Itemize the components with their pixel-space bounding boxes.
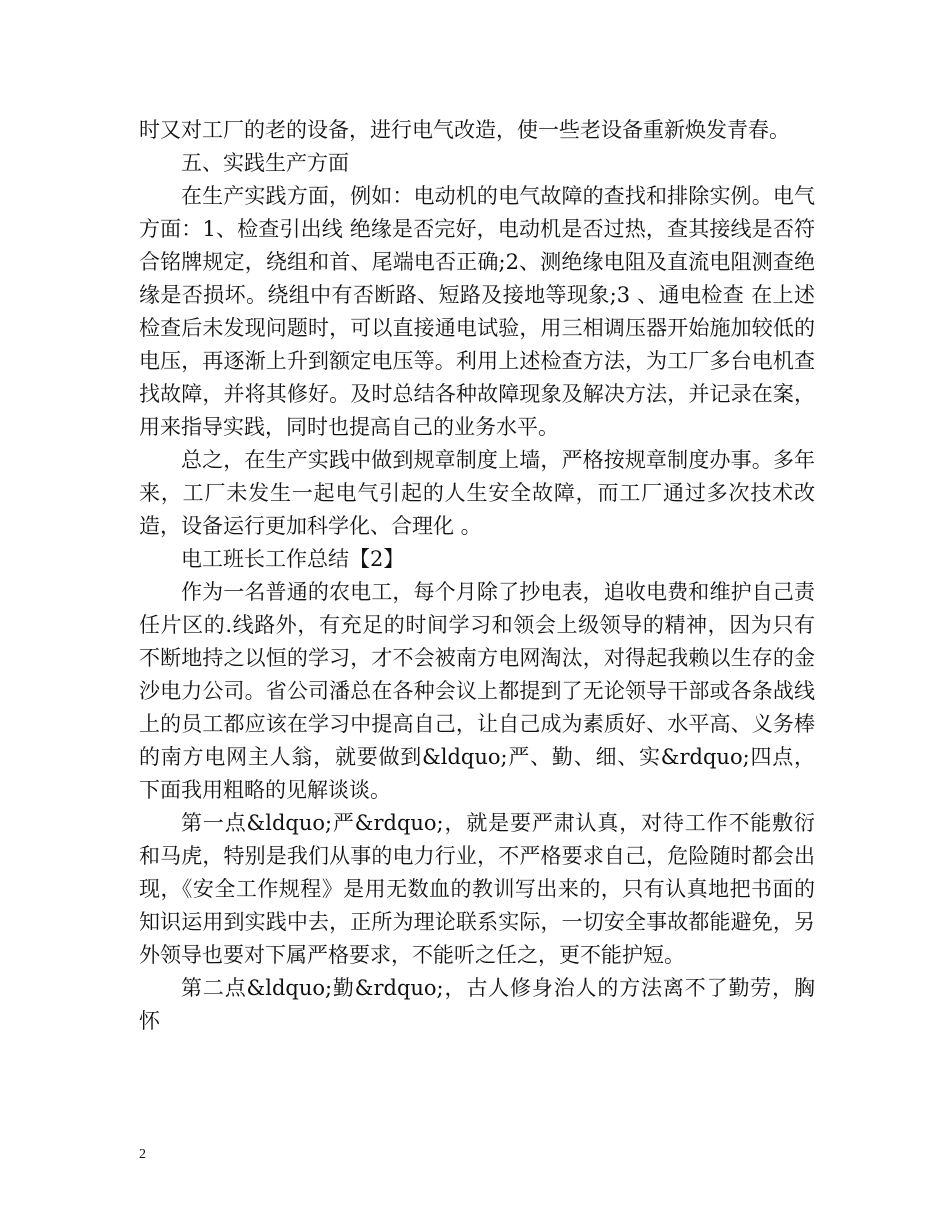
paragraph: 在生产实践方面，例如：电动机的电气故障的查找和排除实例。电气方面：1、检查引出线 绝缘是否完好，电动机是否过热，查其接线是否符合铭牌规定，绕组和首、尾端电否正确;2、测绝缘电阻及直流电阻测查绝缘是否损坏。绕组中有否断路、短路及接地等现象;3 、通电检查 在上述检查后未发现问题时，可以直接通电试验，用三相调压器开始施加较低的电压，再逐渐上升到额定电压等。利用上述检查方法，为工厂多台电机查找故障，并将其修好。及时总结各种故障现象及解决方法，并记录在案，用来指导实践，同时也提高自己的业务水平。 (139, 184, 815, 439)
document-body (139, 114, 815, 1038)
paragraph: 第一点&ldquo;严&rdquo;，就是要严肃认真，对待工作不能敷衍和马虎，特别是我们从事的电力行业，不严格要求自己，危险随时都会出现，《安全工作规程》是用无数血的教训写出来的，只有认真地把书面的知识运用到实践中去，正所为理论联系实际，一切安全事故都能避免，另外领导也要对下属严格要求，不能听之任之，更不能护短。 (139, 811, 815, 967)
paragraph: 时又对工厂的老的设备，进行电气改造，使一些老设备重新焕发青春。 (139, 118, 790, 142)
paragraph: 总之，在生产实践中做到规章制度上墙，严格按规章制度办事。多年来，工厂未发生一起电气引起的人生安全故障，而工厂通过多次技术改造，设备运行更加科学化、合理化 。 (139, 448, 815, 538)
section-heading: 电工班长工作总结【2】 (181, 547, 405, 571)
section-heading: 五、实践生产方面 (181, 151, 349, 175)
page-number: 2 (139, 1147, 146, 1162)
paragraph: 作为一名普通的农电工，每个月除了抄电表，追收电费和维护自己责任片区的.线路外，有充足的时间学习和领会上级领导的精神，因为只有不断地持之以恒的学习，才不会被南方电网淘汰，对得起我赖以生存的金沙电力公司。省公司潘总在各种会议上都提到了无论领导干部或各条战线上的员工都应该在学习中提高自己，让自己成为素质好、水平高、义务棒的南方电网主人翁，就要做到&ldquo;严、勤、细、实&rdquo;四点，下面我用粗略的见解谈谈。 (139, 580, 815, 802)
paragraph: 第二点&ldquo;勤&rdquo;，古人修身治人的方法离不了勤劳，胸怀 (139, 976, 815, 1033)
